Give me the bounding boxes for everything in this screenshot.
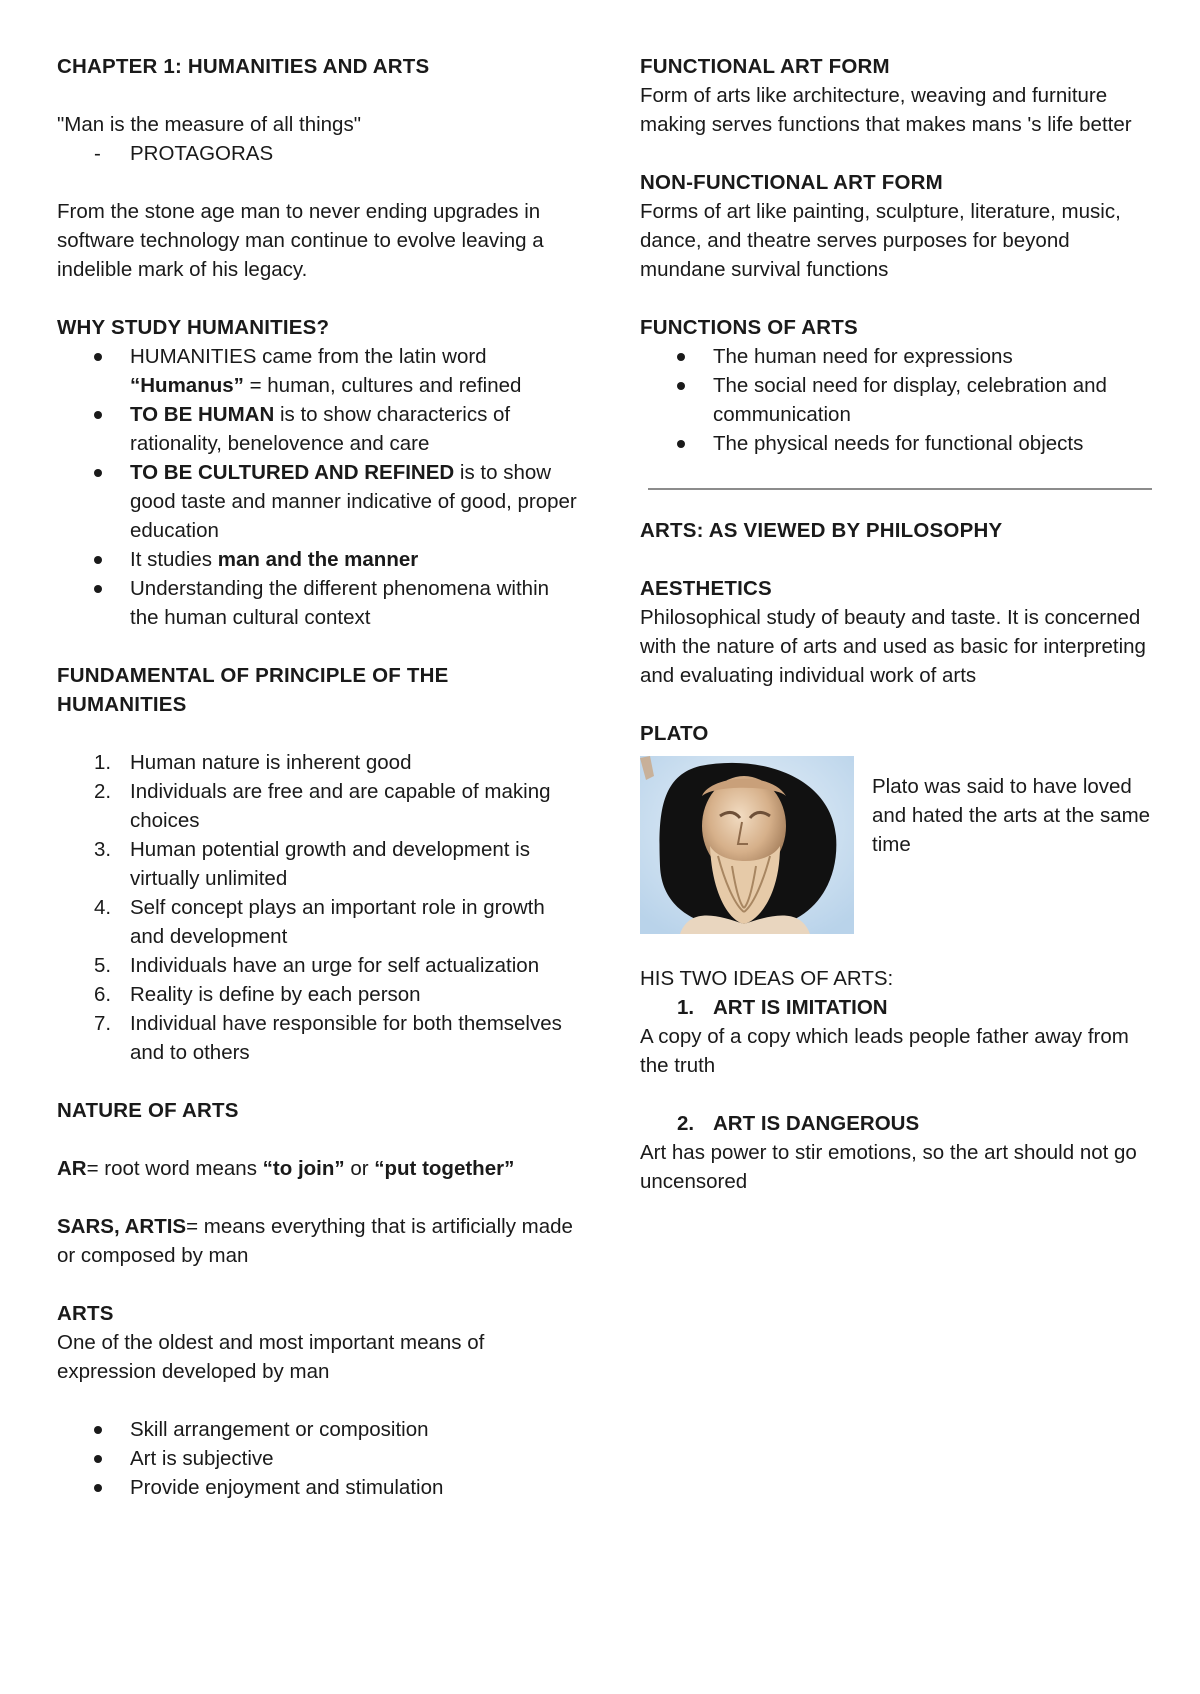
list-item: TO BE HUMAN is to show characterics of rationality, benelovence and care [57,400,577,458]
aesthetics-heading: AESTHETICS [640,577,772,600]
list-item: 5. Individuals have an urge for self actualization [94,954,540,977]
ar-definition: AR= root word means “to join” or “put together” [57,1157,515,1180]
list-item: Skill arrangement or composition [57,1415,577,1444]
plato-caption: Plato was said to have loved and hated the arts at the same time [872,775,1151,856]
chapter-title: CHAPTER 1: HUMANITIES AND ARTS [57,55,430,78]
nonfunctional-heading: NON-FUNCTIONAL ART FORM [640,171,943,194]
idea-dangerous-title: 2. ART IS DANGEROUS [677,1112,920,1135]
aesthetics-text: Philosophical study of beauty and taste. It is concerned with the nature of arts and used as basic for interpreting and evaluating individual work of arts [640,606,1146,687]
arts-definition: One of the oldest and most important means of expression developed by man [57,1331,485,1383]
why-study-list [57,342,577,632]
list-item: 1. Human nature is inherent good [94,751,412,774]
intro-paragraph: From the stone age man to never ending upgrades in software technology man continue to evolve leaving a indelible mark of his legacy. [57,200,544,281]
list-item: TO BE CULTURED AND REFINED is to show good taste and manner indicative of good, proper education [57,458,577,545]
idea-imitation-text: A copy of a copy which leads people father away from the truth [640,1025,1129,1077]
nonfunctional-text: Forms of art like painting, sculpture, literature, music, dance, and theatre serves purposes for beyond mundane survival functions [640,200,1121,281]
plato-heading: PLATO [640,722,709,745]
sars-definition: SARS, ARTIS= means everything that is artificially made or composed by man [57,1215,573,1267]
list-item: 2. Individuals are free and are capable of making choices [94,780,551,832]
functional-text: Form of arts like architecture, weaving and furniture making serves functions that makes mans 's life better [640,84,1132,136]
list-item: It studies man and the manner [57,545,577,574]
bullet-icon [94,353,102,361]
arts-heading: ARTS [57,1302,114,1325]
arts-list [57,1415,577,1502]
idea-imitation-title: 1. ART IS IMITATION [677,996,888,1019]
quote: "Man is the measure of all things" [57,113,361,136]
fundamental-heading: FUNDAMENTAL OF PRINCIPLE OF THE HUMANITIES [57,664,449,716]
plato-section [640,754,1160,934]
bullet-icon [677,440,685,448]
principles-list [57,748,577,1067]
list-item: 7. Individual have responsible for both themselves and to others [94,1012,562,1064]
why-study-heading: WHY STUDY HUMANITIES? [57,316,330,339]
left-column [57,52,577,1502]
bullet-icon [677,382,685,390]
list-item: Understanding the different phenomena within the human cultural context [57,574,577,632]
list-item: HUMANITIES came from the latin word “Humanus” = human, cultures and refined [57,342,577,400]
list-item: 4. Self concept plays an important role in growth and development [94,896,545,948]
list-item: The human need for expressions [640,342,1160,371]
bullet-icon [94,556,102,564]
bullet-icon [94,1455,102,1463]
right-column [640,52,1160,1196]
list-item: Art is subjective [57,1444,577,1473]
list-item: 3. Human potential growth and development is virtually unlimited [94,838,530,890]
list-item: Provide enjoyment and stimulation [57,1473,577,1502]
list-item: 6. Reality is define by each person [94,983,421,1006]
list-item: The physical needs for functional objects [640,429,1160,458]
two-ideas-heading: HIS TWO IDEAS OF ARTS: [640,967,894,990]
plato-bust-image [640,756,854,934]
bullet-icon [94,411,102,419]
quote-author: PROTAGORAS [130,142,274,165]
bullet-icon [94,1426,102,1434]
functions-list [640,342,1160,458]
list-item: The social need for display, celebration and communication [640,371,1160,429]
functions-heading: FUNCTIONS OF ARTS [640,316,858,339]
bullet-icon [94,469,102,477]
dash-marker: - [94,142,101,165]
nature-of-arts-heading: NATURE OF ARTS [57,1099,239,1122]
bullet-icon [94,1484,102,1492]
idea-dangerous-text: Art has power to stir emotions, so the art should not go uncensored [640,1141,1137,1193]
quote-attribution [57,139,577,168]
bullet-icon [94,585,102,593]
philosophy-heading: ARTS: AS VIEWED BY PHILOSOPHY [640,519,1003,542]
functional-heading: FUNCTIONAL ART FORM [640,55,890,78]
bullet-icon [677,353,685,361]
